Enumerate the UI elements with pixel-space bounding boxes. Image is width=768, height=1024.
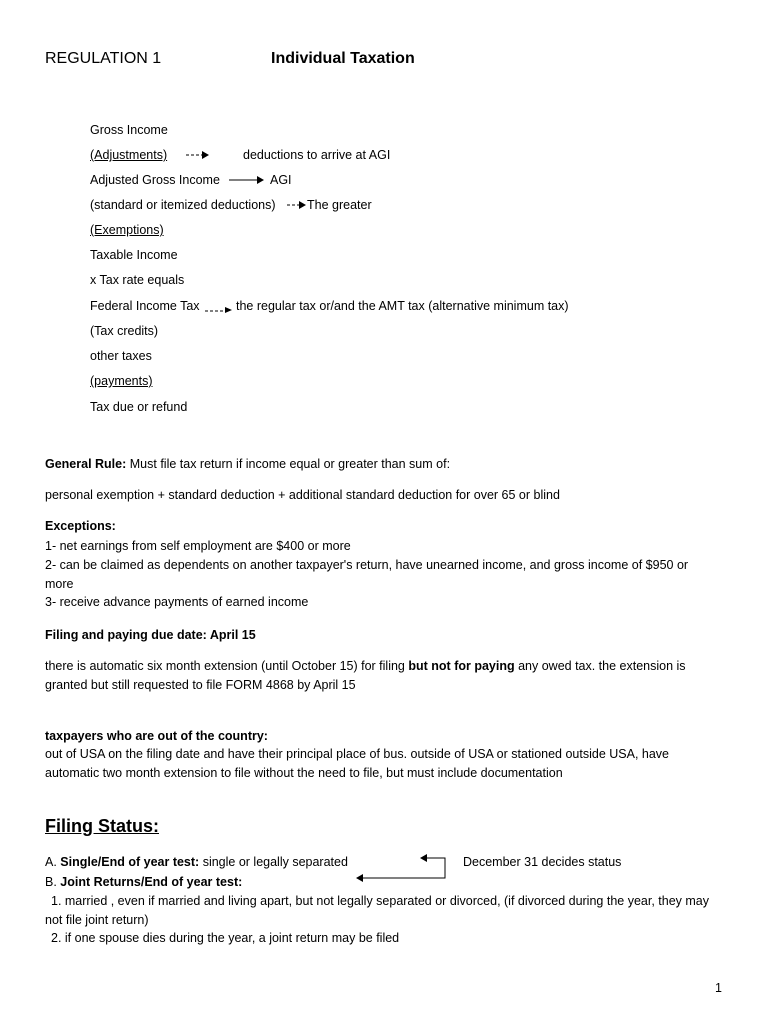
exception-item-3: 3- receive advance payments of earned income [45,595,309,609]
page-number: 1 [715,981,722,995]
abroad-heading: taxpayers who are out of the country: [45,729,268,743]
filing-status-b-label: Joint Returns/End of year test: [60,875,243,889]
flow-taxable-income: Taxable Income [90,248,178,262]
filing-due-text-bold: but not for paying [408,659,515,673]
flow-agi: Adjusted Gross Income [90,173,220,187]
filing-due-text [45,657,717,694]
arrow-icon [205,303,233,315]
dec31-note: December 31 decides status [463,855,622,869]
flow-agi-note: AGI [270,173,292,187]
filing-status-a-prefix: A. [45,855,61,869]
page-title: Individual Taxation [271,50,415,67]
filing-status-a [45,853,348,871]
flow-exemptions: (Exemptions) [90,223,164,237]
arrow-icon [287,199,307,211]
flow-tax-credits: (Tax credits) [90,324,159,338]
general-rule-text: Must file tax return if income equal or greater than sum of: [126,457,451,471]
filing-status-b2: 2. if one spouse dies during the year, a joint return may be filed [51,931,400,945]
arrow-icon [186,149,210,161]
flow-other-taxes: other taxes [90,349,152,363]
flow-payments: (payments) [90,374,153,388]
arrow-icon [229,174,265,186]
filing-status-b [45,873,242,891]
filing-status-a-label: Single/End of year test: [60,855,200,869]
general-rule-formula: personal exemption + standard deduction + additional standard deduction for over 65 or blind [45,488,560,502]
flow-std-itemized-note: The greater [307,198,372,212]
flow-adjustments-note: deductions to arrive at AGI [243,148,391,162]
filing-status-b-prefix: B. [45,875,61,889]
bracket-arrow-icon [354,851,448,885]
exception-item-2: 2- can be claimed as dependents on another taxpayer's return, have unearned income, and gross income of $950 or more [45,558,689,591]
filing-status-heading: Filing Status: [45,816,159,836]
flow-federal-tax: Federal Income Tax [90,299,200,313]
general-rule [45,455,450,473]
exceptions-heading: Exceptions: [45,519,116,533]
flow-gross-income: Gross Income [90,123,168,137]
filing-status-b1: 1. married , even if married and living apart, but not legally separated or divorced, (if divorced during the year, they may not file joint return) [45,894,709,927]
filing-due-heading: Filing and paying due date: April 15 [45,628,256,642]
flow-federal-tax-note: the regular tax or/and the AMT tax (alternative minimum tax) [236,299,569,313]
filing-status-a-text: single or legally separated [199,855,348,869]
flow-tax-rate: x Tax rate equals [90,273,185,287]
general-rule-label: General Rule: [45,457,127,471]
regulation-label: REGULATION 1 [45,50,162,67]
flow-adjustments: (Adjustments) [90,148,168,162]
flow-tax-due: Tax due or refund [90,400,188,414]
flow-std-itemized: (standard or itemized deductions) [90,198,276,212]
exception-item-1: 1- net earnings from self employment are $400 or more [45,539,351,553]
filing-due-text-b: any owed tax. the extension is granted but still requested to file FORM 4868 by April 15 [45,659,686,692]
abroad-text: out of USA on the filing date and have their principal place of bus. outside of USA or stationed outside USA, have automatic two month extension to file without the need to file, but must include documentation [45,747,670,780]
filing-due-text-a: there is automatic six month extension (until October 15) for filing [45,659,409,673]
